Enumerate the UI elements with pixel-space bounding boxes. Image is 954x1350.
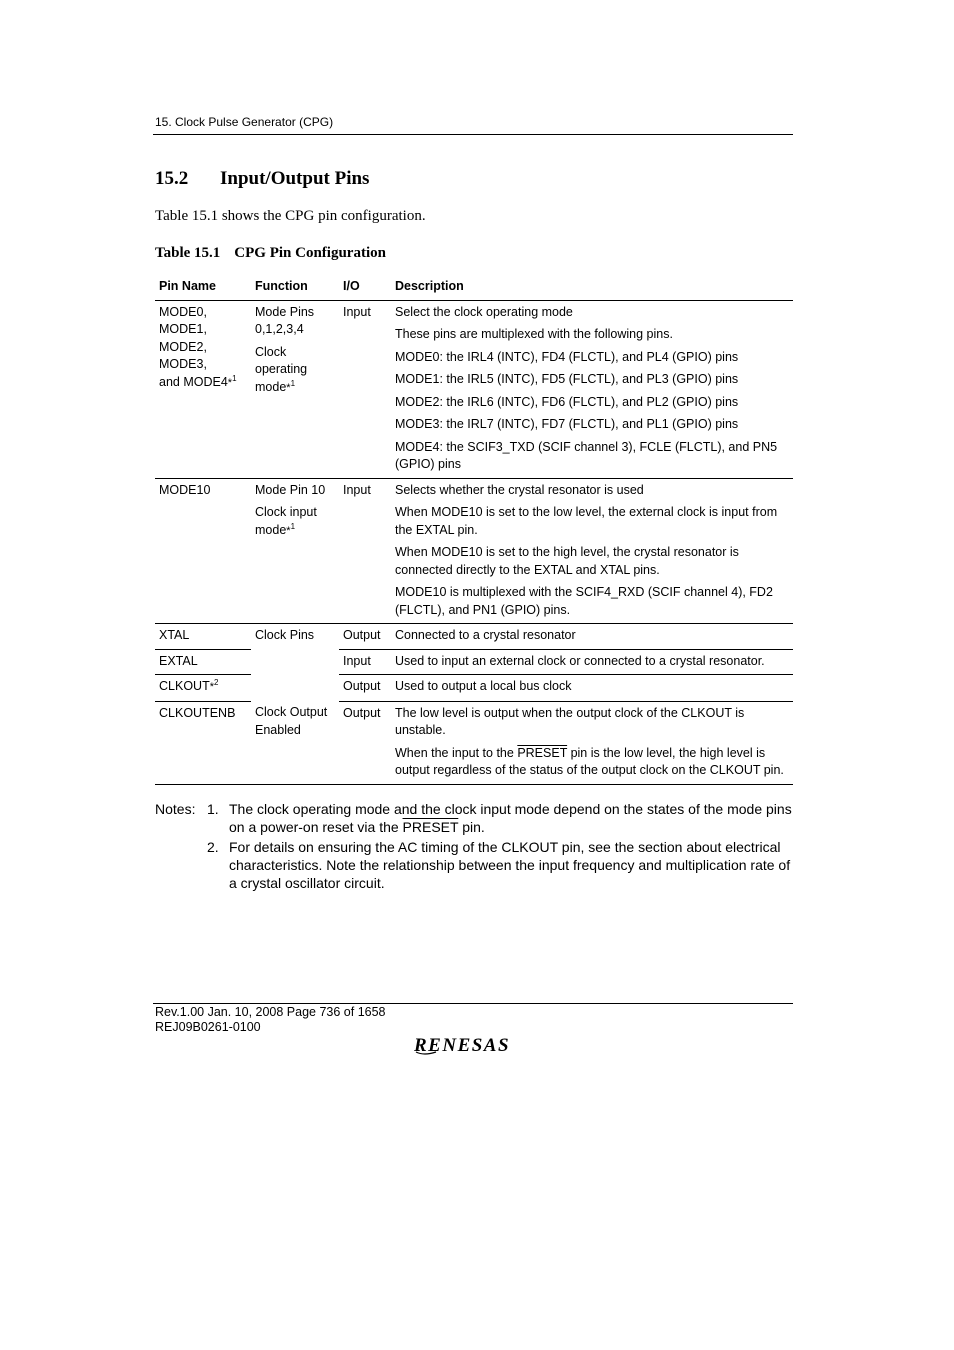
pin-name-line xyxy=(159,374,247,393)
section-title: Input/Output Pins xyxy=(220,168,370,189)
note-ref: 1 xyxy=(290,521,296,531)
function-text-2: Clock input mode xyxy=(255,505,317,537)
function-text xyxy=(255,504,335,540)
description-line: MODE4: the SCIF3_TXD (SCIF channel 3), FCLE (FLCTL), and PN5 (GPIO) pins xyxy=(395,439,778,471)
note-ref: 2 xyxy=(213,677,219,687)
note-number: 1. xyxy=(207,801,219,817)
table-header-row xyxy=(155,276,793,300)
pin-name-line: MODE3, xyxy=(159,357,207,371)
io-cell: Output xyxy=(339,701,391,784)
table-caption xyxy=(155,245,386,262)
function-text: Mode Pins 0,1,2,3,4 xyxy=(255,304,315,336)
pin-name-cell: MODE10 xyxy=(155,478,251,624)
note-asterisk: * xyxy=(286,381,291,394)
note-asterisk: * xyxy=(227,376,233,389)
note-text: For details on ensuring the AC timing of the CLKOUT pin, see the section about electrical characteristics. Note the relationship between the input frequency and multiplication rate of a crystal oscillator circuit. xyxy=(229,839,791,891)
preset-signal: PRESET xyxy=(402,819,459,835)
function-text-2: Clock operating mode xyxy=(255,344,308,394)
function-text xyxy=(255,344,335,398)
io-cell: Input xyxy=(339,478,391,624)
description-line: Selects whether the crystal resonator is used xyxy=(395,482,644,497)
table-row-mode10 xyxy=(155,478,793,624)
description-line: MODE3: the IRL7 (INTC), FD7 (FLCTL), and PL1 (GPIO) pins xyxy=(395,417,739,431)
pin-name-cell: EXTAL xyxy=(155,649,251,675)
note-asterisk: * xyxy=(286,524,291,537)
table-row-extal xyxy=(155,649,793,675)
io-cell: Input xyxy=(339,649,391,675)
description-line: MODE2: the IRL6 (INTC), FD6 (FLCTL), and PL2 (GPIO) pins xyxy=(395,394,739,409)
pin-name-line: MODE2, xyxy=(159,339,207,354)
pin-name-cell: XTAL xyxy=(155,624,251,650)
description-line: MODE10 is multiplexed with the SCIF4_RXD (SCIF channel 4), FD2 (FLCTL), and PN1 (GPIO) pins. xyxy=(395,585,773,617)
description-line: MODE0: the IRL4 (INTC), FD4 (FLCTL), and PL4 (GPIO) pins xyxy=(395,349,739,364)
description-cell xyxy=(391,478,793,624)
io-cell: Output xyxy=(339,624,391,650)
function-cell: Clock Pins xyxy=(255,628,315,642)
footer-document-number: REJ09B0261-0100 xyxy=(155,1020,261,1034)
description-text: When the input to the xyxy=(395,745,518,760)
footer-rule xyxy=(153,1003,793,1004)
note-number: 2. xyxy=(207,839,219,855)
column-header-description: Description xyxy=(391,276,793,300)
description-line: When MODE10 is set to the low level, the external clock is input from the EXTAL pin. xyxy=(395,505,778,537)
table-row-clkoutenb xyxy=(155,701,793,784)
pin-name-line: MODE0, xyxy=(159,304,207,319)
footer-revision: Rev.1.00 Jan. 10, 2008 Page 736 of 1658 xyxy=(155,1005,386,1019)
description-line: These pins are multiplexed with the following pins. xyxy=(395,327,673,341)
pin-name-text: and MODE4 xyxy=(159,374,228,389)
table-caption-number: Table 15.1 xyxy=(155,245,221,261)
note-text xyxy=(229,800,795,836)
renesas-logo-graphic xyxy=(414,1034,534,1056)
description-text: pin is the low level, the high level is output regardless of the status of the output clock on the CLKOUT pin. xyxy=(395,745,784,777)
table-row-mode xyxy=(155,300,793,478)
pin-name-cell xyxy=(155,675,251,702)
pin-name-text: CLKOUT xyxy=(159,679,210,693)
note-text-part: The clock operating mode and the clock input mode depend on the states of the mode pins on a power-on reset via the xyxy=(229,801,792,835)
description-cell xyxy=(391,701,793,784)
function-text: Mode Pin 10 xyxy=(255,482,326,497)
function-cell: Clock Output Enabled xyxy=(251,701,339,784)
note-ref: 1 xyxy=(232,373,237,383)
notes-label: Notes: xyxy=(155,801,196,817)
io-cell: Input xyxy=(339,300,391,478)
pin-name-cell xyxy=(155,300,251,478)
note-item xyxy=(155,838,795,892)
note-item xyxy=(155,800,795,836)
description-line: When MODE10 is set to the high level, the crystal resonator is connected directly to the EXTAL and XTAL pins. xyxy=(395,545,739,577)
description-line xyxy=(395,745,789,780)
pin-name-cell: CLKOUTENB xyxy=(155,701,251,784)
description-line: The low level is output when the output clock of the CLKOUT is unstable. xyxy=(395,705,745,737)
function-cell xyxy=(251,478,339,624)
column-header-io: I/O xyxy=(339,276,391,300)
renesas-logo xyxy=(414,1034,534,1061)
section-heading xyxy=(155,168,369,190)
io-cell: Output xyxy=(339,675,391,702)
pin-name-line: MODE1, xyxy=(159,322,207,336)
description-cell: Used to input an external clock or connected to a crystal resonator. xyxy=(391,649,793,675)
description-cell xyxy=(391,300,793,478)
preset-signal: PRESET xyxy=(517,745,568,760)
pin-configuration-table xyxy=(155,276,793,785)
header-rule xyxy=(153,134,793,135)
svg-text:RENESAS: RENESAS xyxy=(414,1035,511,1056)
description-line: Select the clock operating mode xyxy=(395,304,573,319)
function-cell xyxy=(251,300,339,478)
table-caption-title: CPG Pin Configuration xyxy=(234,245,386,261)
note-asterisk: * xyxy=(209,681,214,693)
section-number: 15.2 xyxy=(155,168,189,189)
description-line: MODE1: the IRL5 (INTC), FD5 (FLCTL), and PL3 (GPIO) pins xyxy=(395,372,739,386)
note-text-part: pin. xyxy=(458,819,485,835)
description-cell: Used to output a local bus clock xyxy=(391,675,793,702)
running-header: 15. Clock Pulse Generator (CPG) xyxy=(155,115,334,129)
note-ref: 1 xyxy=(290,378,296,388)
table-row-xtal xyxy=(155,624,793,650)
table-notes xyxy=(155,800,795,892)
column-header-function: Function xyxy=(251,276,339,300)
table-row-clkout xyxy=(155,675,793,702)
column-header-pin-name: Pin Name xyxy=(155,276,251,300)
description-cell: Connected to a crystal resonator xyxy=(391,624,793,650)
intro-paragraph: Table 15.1 shows the CPG pin configuration. xyxy=(155,208,426,224)
